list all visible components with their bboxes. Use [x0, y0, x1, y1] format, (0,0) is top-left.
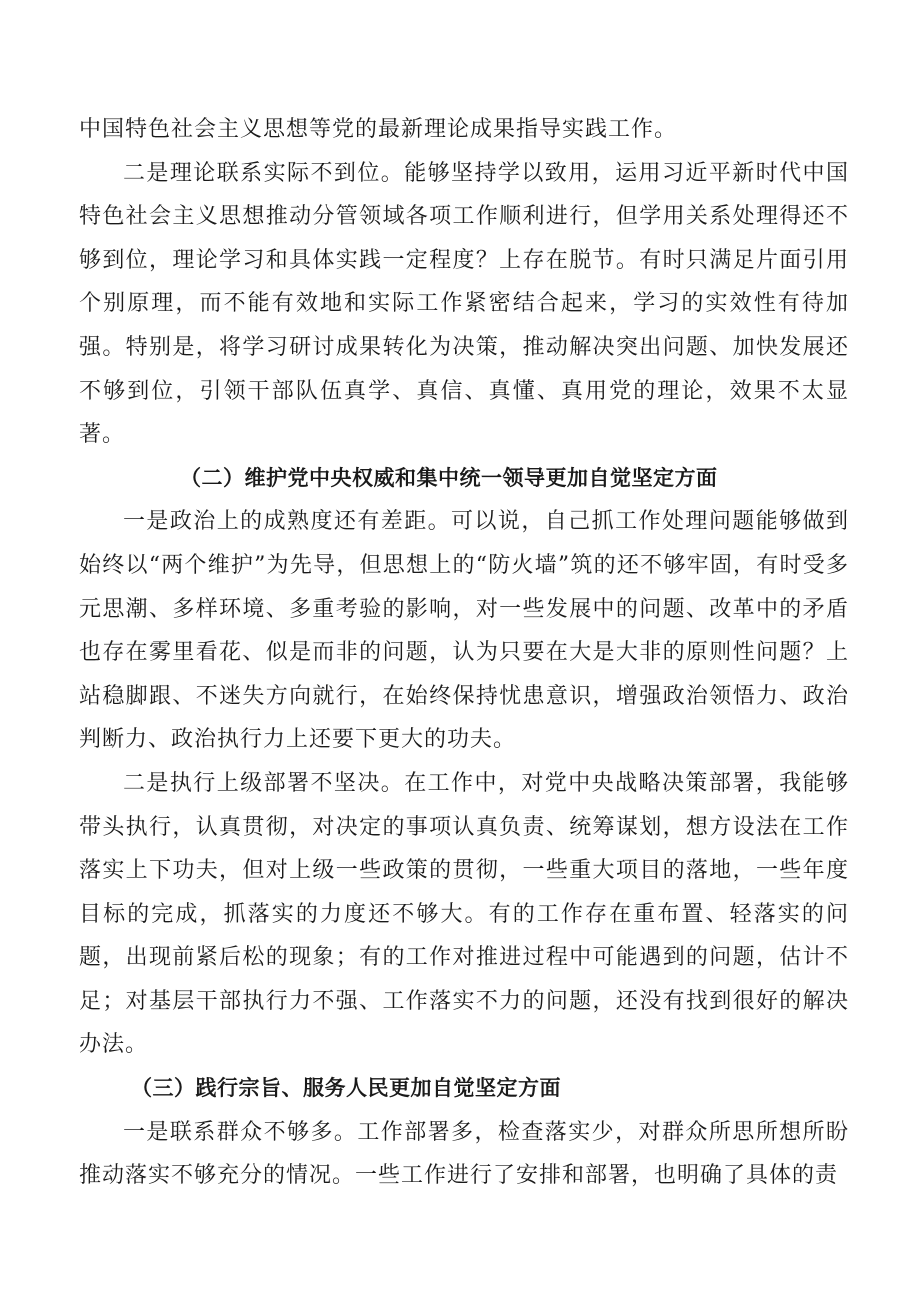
paragraph-contact-masses: 一是联系群众不够多。工作部署多，检查落实少，对群众所思所想所盼推动落实不够充分的情况。一些工作进行了安排和部署，也明确了具体的责	[79, 1119, 849, 1189]
section-heading-2: （二）维护党中央权威和集中统一领导更加自觉坚定方面	[180, 465, 718, 490]
paragraph-execution: 二是执行上级部署不坚决。在工作中，对党中央战略决策部署，我能够带头执行，认真贯彻，对决定的事项认真负责、统筹谋划，想方设法在工作落实上下功夫，但对上级一些政策的贯彻，一些重大项目的落地，一些年度目标的完成，抓落实的力度还不够大。有的工作存在重布置、轻落实的问题，出现前紧后松的现象；有的工作对推进过程中可能遇到的问题，估计不足；对基层干部执行力不强、工作落实不力的问题，还没有找到很好的解决办法。	[79, 770, 849, 1058]
document-body	[79, 108, 849, 1198]
section-heading-3: （三）践行宗旨、服务人民更加自觉坚定方面	[131, 1076, 561, 1101]
paragraph-theory-practice: 二是理论联系实际不到位。能够坚持学以致用，运用习近平新时代中国特色社会主义思想推动分管领域各项工作顺利进行，但学用关系处理得还不够到位，理论学习和具体实践一定程度？上存在脱节。有时只满足片面引用个别原理，而不能有效地和实际工作紧密结合起来，学习的实效性有待加强。特别是，将学习研讨成果转化为决策，推动解决突出问题、加快发展还不够到位，引领干部队伍真学、真信、真懂、真用党的理论，效果不太显著。	[79, 160, 849, 448]
paragraph-continuation: 中国特色社会主义思想等党的最新理论成果指导实践工作。	[79, 117, 678, 142]
paragraph-political-maturity: 一是政治上的成熟度还有差距。可以说，自己抓工作处理问题能够做到始终以“两个维护”为先导，但思想上的“防火墙”筑的还不够牢固，有时受多元思潮、多样环境、多重考验的影响，对一些发展中的问题、改革中的矛盾也存在雾里看花、似是而非的问题，认为只要在大是大非的原则性问题？上站稳脚跟、不迷失方向就行，在始终保持忧患意识，增强政治领悟力、政治判断力、政治执行力上还要下更大的功夫。	[79, 509, 849, 753]
